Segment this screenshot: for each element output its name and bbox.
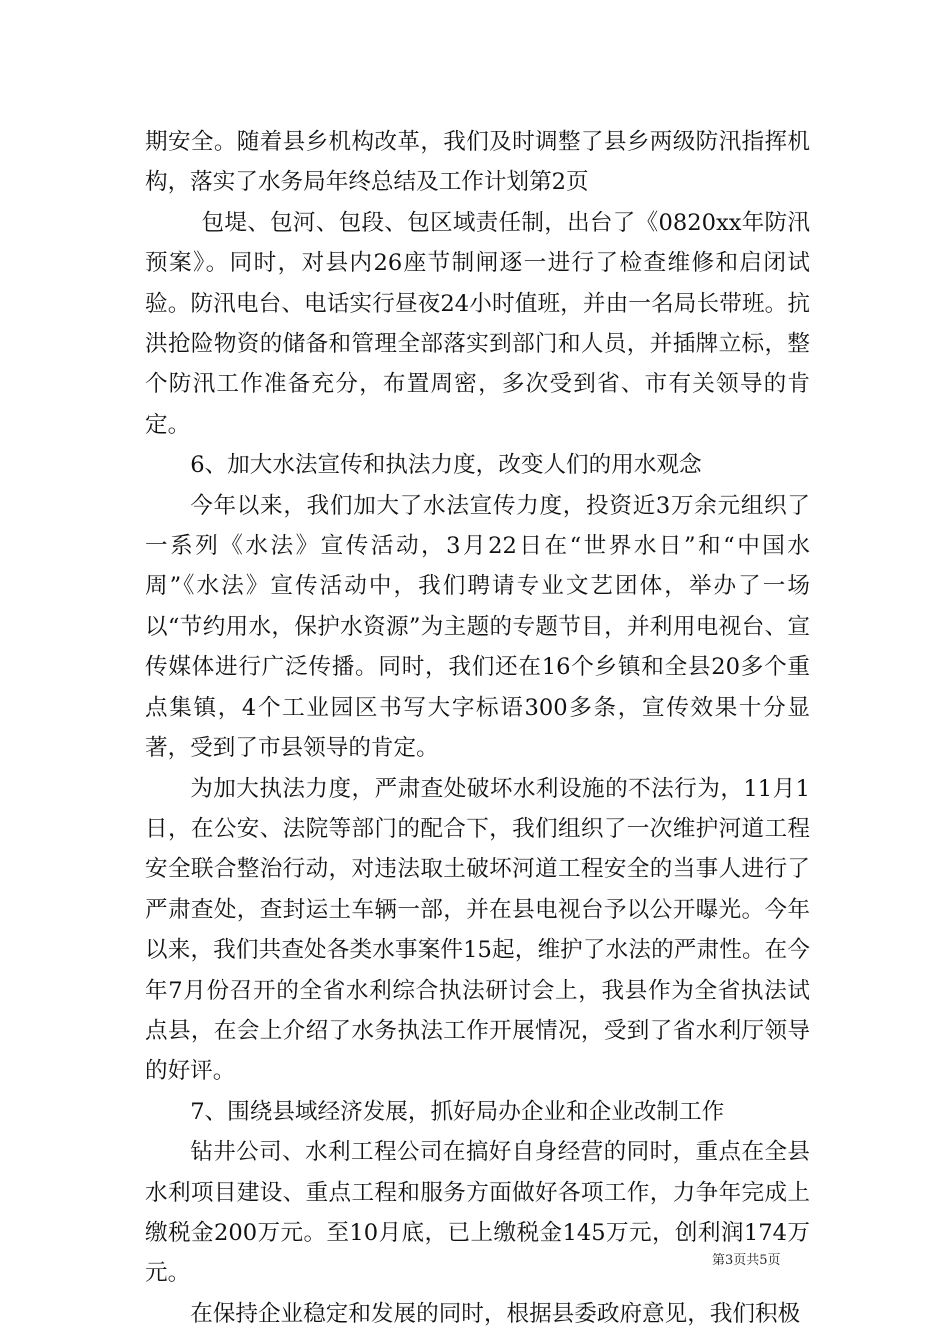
paragraph-water-law-publicity: 今年以来，我们加大了水法宣传力度，投资近3万余元组织了一系列《水法》宣传活动，3月22日在“世界水日”和“中国水周”《水法》宣传活动中，我们聘请专业文艺团体，举办了一场以“节约用水，保护水资源”为主题的专题节目，并利用电视台、宣传媒体进行广泛传播。同时，我们还在16个乡镇和全县20多个重点集镇，4个工业园区书写大字标语300多条，宣传效果十分显著，受到了市县领导的肯定。	[145, 492, 810, 762]
section-heading-6: 6、加大水法宣传和执法力度，改变人们的用水观念	[190, 452, 702, 479]
document-body	[145, 122, 810, 1334]
paragraph-enterprise-taxes: 钻井公司、水利工程公司在搞好自身经营的同时，重点在全县水利项目建设、重点工程和服务方面做好各项工作，力争年完成上缴税金200万元。至10月底，已上缴税金145万元，创利润174万元。	[145, 1139, 810, 1287]
paragraph-enterprise-reform: 在保持企业稳定和发展的同时，根据县委政府意见，我们积极	[190, 1300, 801, 1327]
paragraph-law-enforcement: 为加大执法力度，严肃查处破坏水利设施的不法行为，11月1日，在公安、法院等部门的配合下，我们组织了一次维护河道工程安全联合整治行动，对违法取土破坏河道工程安全的当事人进行了严肃查处，查封运土车辆一部，并在县电视台予以公开曝光。今年以来，我们共查处各类水事案件15起，维护了水法的严肃性。在今年7月份召开的全省水利综合执法研讨会上，我县作为全省执法试点县，在会上介绍了水务执法工作开展情况，受到了省水利厅领导的好评。	[145, 775, 810, 1085]
paragraph-flood-responsibility: 包堤、包河、包段、包区域责任制，出台了《0820xx年防汛预案》。同时，对县内26座节制闸逐一进行了检查维修和启闭试验。防汛电台、电话实行昼夜24小时值班，并由一名局长带班。抗洪抢险物资的储备和管理全部落实到部门和人员，并插牌立标，整个防汛工作准备充分，布置周密，多次受到省、市有关领导的肯定。	[145, 209, 810, 438]
page-number: 第3页共5页	[712, 1253, 781, 1268]
section-heading-7: 7、围绕县域经济发展，抓好局办企业和企业改制工作	[190, 1098, 725, 1125]
paragraph-continuation: 期安全。随着县乡机构改革，我们及时调整了县乡两级防汛指挥机构，落实了水务局年终总结及工作计划第2页	[145, 129, 810, 196]
